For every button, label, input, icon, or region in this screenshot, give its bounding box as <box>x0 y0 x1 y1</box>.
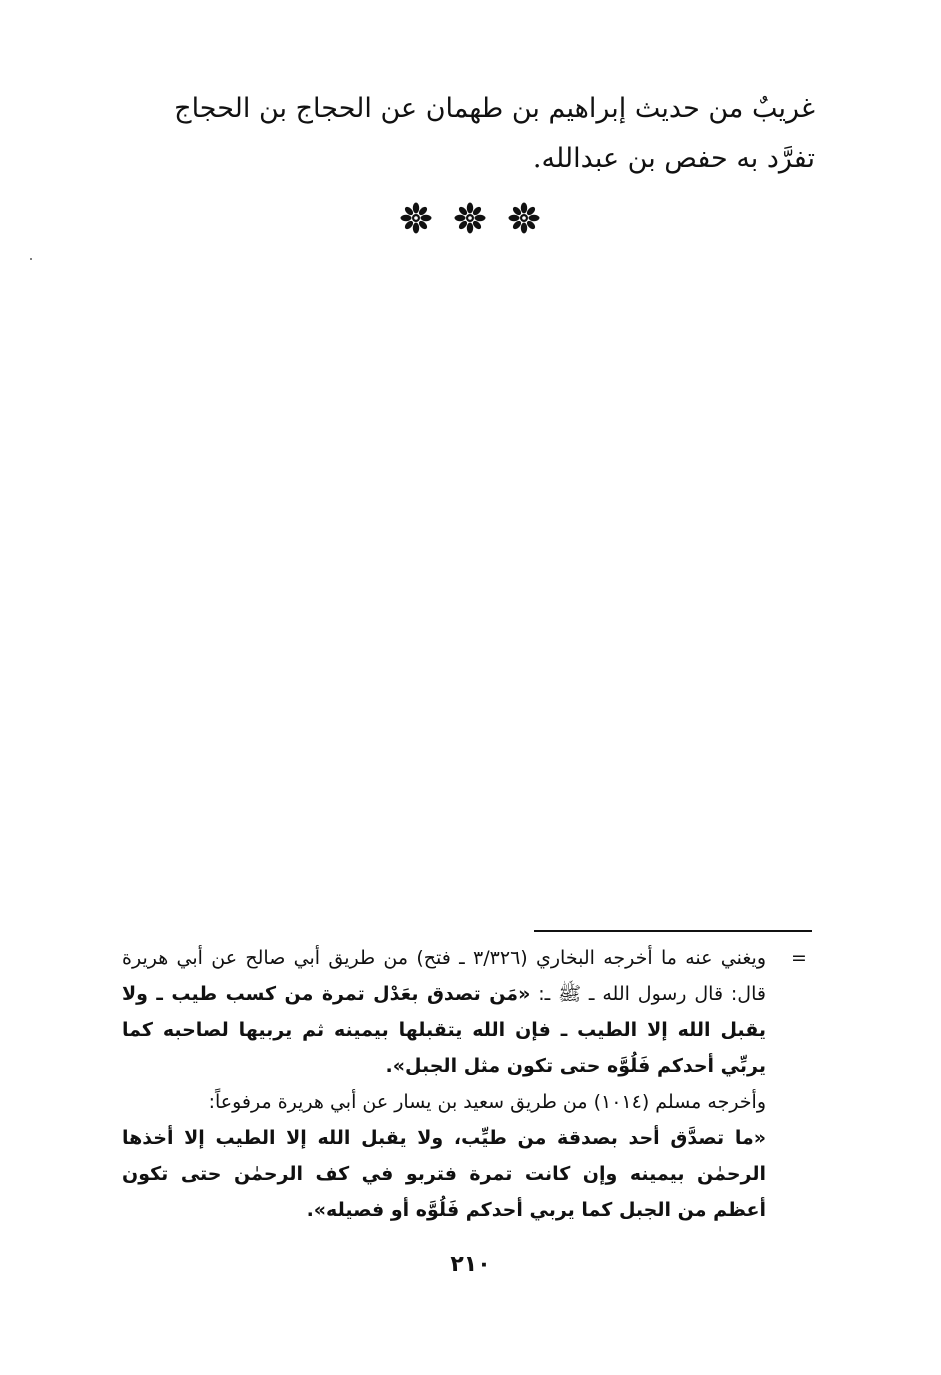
flower-ornament-icon <box>454 202 486 234</box>
hadith-quote-1: «مَن تصدق بعَدْل تمرة من كسب طيب ـ ولا يقبل الله إلا الطيب ـ فإن الله يتقبلها بيمينه ثم يربيها لصاحبه كما يربِّي أحدكم فَلُوَّه حتى تكون مثل الجبل». <box>122 983 766 1077</box>
footnote-paragraph-2: وأخرجه مسلم (١٠١٤) من طريق سعيد بن يسار عن أبي هريرة مرفوعاً: <box>208 1091 766 1113</box>
footnote-body <box>122 940 766 1228</box>
section-divider-ornaments <box>400 198 540 238</box>
footnote-continuation-marker: = <box>791 947 807 969</box>
footnote-paragraph-1-text: ويغني عنه ما أخرجه البخاري (٣/٣٢٦ ـ فتح) من طريق أبي صالح عن أبي هريرة قال: قال رسول الله ـ ﷺ ـ: <box>122 947 767 1005</box>
footnote <box>122 940 812 1228</box>
main-text-line-1: غريبٌ من حديث إبراهيم بن طهمان عن الحجاج بن الحجاج <box>174 93 815 124</box>
page-number: ٢١٠ <box>450 1252 491 1277</box>
flower-ornament-icon <box>508 202 540 234</box>
scan-speck <box>30 258 32 260</box>
footnote-paragraph-1 <box>122 940 766 1084</box>
main-text-line-2: تفرَّد به حفص بن عبدالله. <box>532 143 815 174</box>
flower-ornament-icon <box>400 202 432 234</box>
footnote-separator <box>534 930 812 932</box>
main-text <box>120 84 815 184</box>
hadith-quote-2: «ما تصدَّق أحد بصدقة من طيِّب، ولا يقبل الله إلا الطيب إلا أخذها الرحمٰن بيمينه وإن كانت تمرة فتربو في كف الرحمٰن حتى تكون أعظم من الجبل كما يربي أحدكم فَلُوَّه أو فصيله». <box>122 1127 766 1221</box>
